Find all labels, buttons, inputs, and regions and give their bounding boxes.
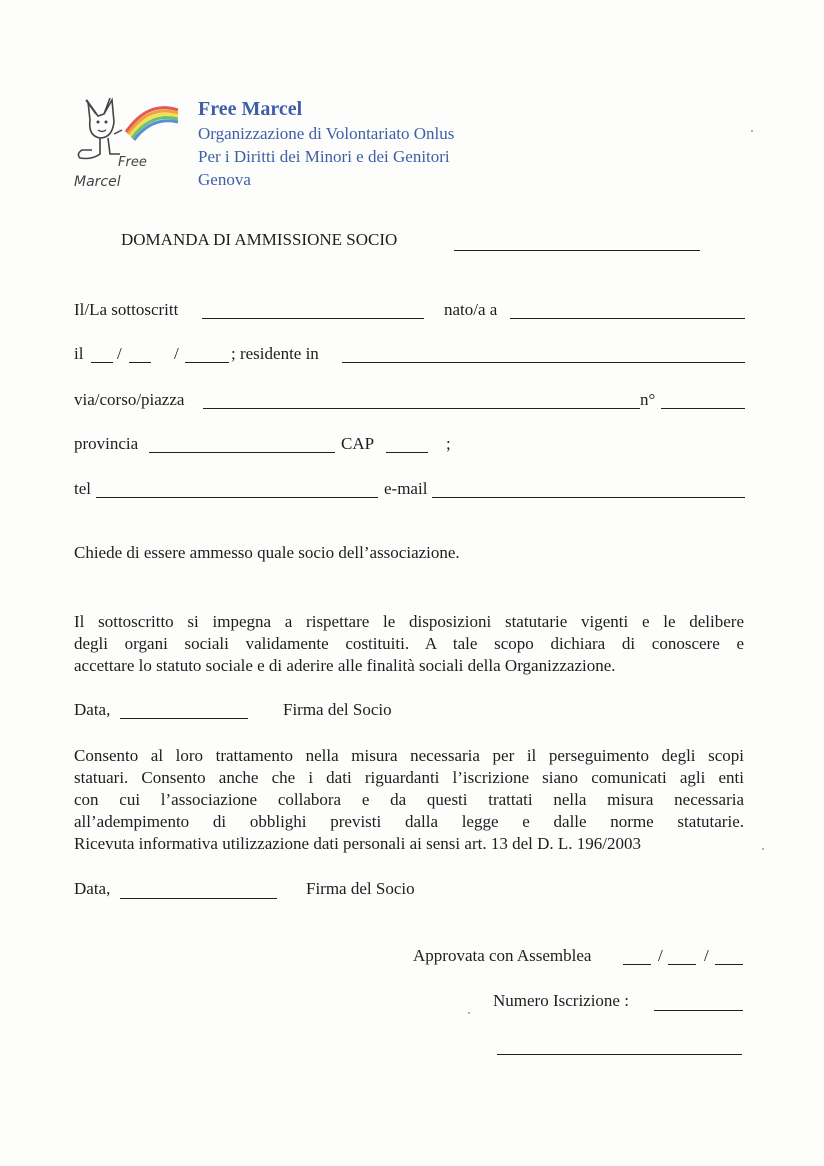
scan-speck xyxy=(751,130,753,132)
commitment-paragraph xyxy=(74,611,744,677)
birth-day-field[interactable] xyxy=(91,362,113,363)
cap-semicolon: ; xyxy=(446,434,451,453)
birth-year-field[interactable] xyxy=(185,362,229,363)
street-number-label: n° xyxy=(640,390,656,409)
scan-speck xyxy=(762,848,764,850)
approval-slash-1: / xyxy=(658,946,663,965)
org-name: Free Marcel xyxy=(198,98,303,120)
consent-line: con cui l’associazione collabora e da questi trattati nella misura necessaria xyxy=(74,790,744,809)
org-header xyxy=(198,96,454,191)
consent-line: statuari. Consento anche che i dati riguardanti l’iscrizione siano comunicati agli enti xyxy=(74,768,744,787)
consent-line: Consento al loro trattamento nella misura necessaria per il perseguimento degli scopi xyxy=(74,746,744,765)
commitment-line: accettare lo statuto sociale e di aderire alle finalità sociali della Organizzazione. xyxy=(74,656,616,675)
approval-slash-2: / xyxy=(704,946,709,965)
province-label: provincia xyxy=(74,434,139,453)
resident-in-label: ; residente in xyxy=(231,344,319,363)
consent-line: Ricevuta informativa utilizzazione dati personali ai sensi art. 13 del D. L. 196/2003 xyxy=(74,834,641,853)
consent-paragraph xyxy=(74,745,744,855)
cap-field[interactable] xyxy=(386,452,428,453)
form-title: DOMANDA DI AMMISSIONE SOCIO xyxy=(121,230,398,249)
email-label: e-mail xyxy=(384,479,428,498)
org-mission: Per i Diritti dei Minori e dei Genitori xyxy=(198,147,450,166)
email-field[interactable] xyxy=(432,497,745,498)
org-city: Genova xyxy=(198,170,251,189)
approval-month-field[interactable] xyxy=(668,964,696,965)
undersigned-label: Il/La sottoscritt xyxy=(74,300,179,319)
commitment-line: Il sottoscritto si impegna a rispettare le disposizioni statutarie vigenti e le delibere xyxy=(74,612,744,631)
residence-field[interactable] xyxy=(342,362,745,363)
birth-month-field[interactable] xyxy=(129,362,151,363)
org-description: Organizzazione di Volontariato Onlus xyxy=(198,124,455,143)
approval-day-field[interactable] xyxy=(623,964,651,965)
free-marcel-logo xyxy=(74,92,182,192)
svg-text:Free: Free xyxy=(118,155,147,170)
member-signature-label-1: Firma del Socio xyxy=(283,700,392,719)
svg-text:Marcel: Marcel xyxy=(74,174,121,190)
date-prefix-label: il xyxy=(74,344,84,363)
tel-label: tel xyxy=(74,479,91,498)
date-label-2: Data, xyxy=(74,879,111,898)
tel-field[interactable] xyxy=(96,497,378,498)
request-text: Chiede di essere ammesso quale socio dell’associazione. xyxy=(74,543,460,562)
registration-number-label: Numero Iscrizione : xyxy=(493,991,629,1010)
birthplace-field[interactable] xyxy=(510,318,745,319)
street-label: via/corso/piazza xyxy=(74,390,185,409)
street-number-field[interactable] xyxy=(661,408,745,409)
date-field-1[interactable] xyxy=(120,718,248,719)
approval-year-field[interactable] xyxy=(715,964,743,965)
member-signature-label-2: Firma del Socio xyxy=(306,879,415,898)
date-slash-2: / xyxy=(174,344,179,363)
cap-label: CAP xyxy=(341,434,375,453)
date-label-1: Data, xyxy=(74,700,111,719)
consent-line: all’adempimento di obblighi previsti dalla legge e dalle norme statutarie. xyxy=(74,812,744,831)
date-slash-1: / xyxy=(117,344,122,363)
registration-number-field[interactable] xyxy=(654,1010,743,1011)
approver-signature-line[interactable] xyxy=(497,1054,742,1055)
approval-label: Approvata con Assemblea xyxy=(413,946,592,965)
title-blank-line[interactable] xyxy=(454,250,700,251)
scan-speck xyxy=(468,1012,470,1014)
province-field[interactable] xyxy=(149,452,335,453)
born-in-label: nato/a a xyxy=(444,300,498,319)
date-field-2[interactable] xyxy=(120,898,277,899)
name-field[interactable] xyxy=(202,318,424,319)
commitment-line: degli organi sociali validamente costituiti. A tale scopo dichiara di conoscere e xyxy=(74,634,744,653)
street-field[interactable] xyxy=(203,408,640,409)
